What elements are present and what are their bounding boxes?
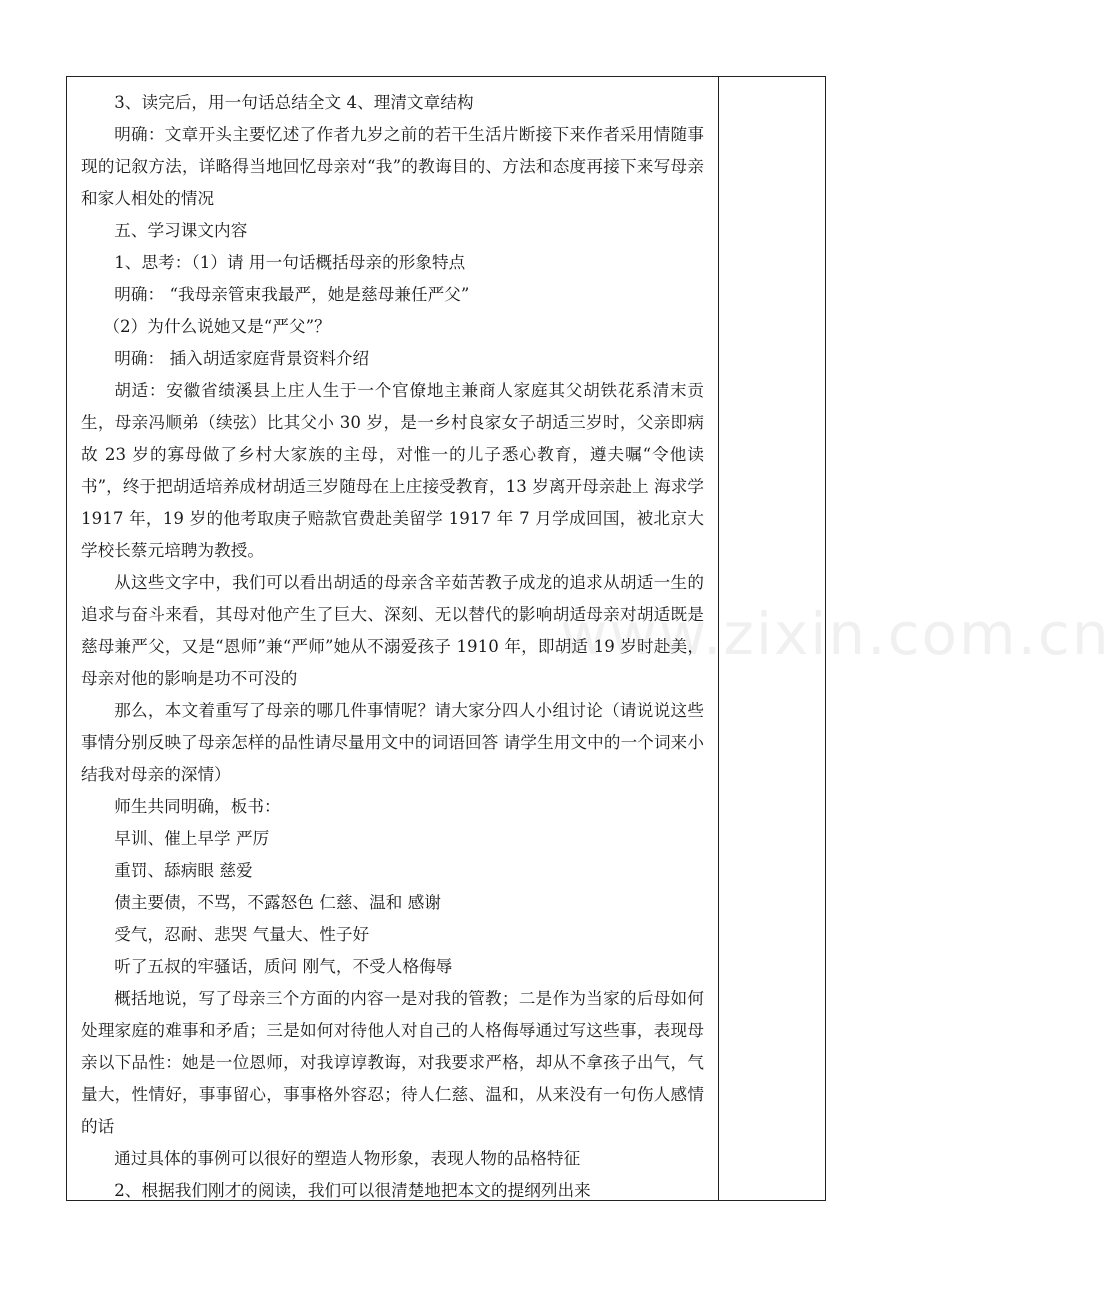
board-item-2: 重罚、舔病眼 慈爱	[114, 861, 253, 880]
hu-shi-background: 胡适：安徽省绩溪县上庄人生于一个官僚地主兼商人家庭其父胡铁花系清末贡生，母亲冯顺弟（续弦）比其父小 30 岁，是一乡村良家女子胡适三岁时，父亲即病故 23 岁的寡母做了乡村大家族的主母，对惟一的儿子悉心教育，遵夫嘱“令他读书”，终于把胡适培养成材胡适三岁随母在上庄接受教育，13 岁离开母亲赴上 海求学 1917 年，19 岁的他考取庚子赔款官费赴美留学 1917 年 7 月学成回国，被北京大学校长蔡元培聘为教授。	[81, 381, 704, 560]
question-1: 1、思考：（1）请 用一句话概括母亲的形象特点	[114, 253, 466, 272]
board-item-3: 债主要债，不骂，不露怒色 仁慈、温和 感谢	[114, 893, 442, 912]
lesson-table	[66, 76, 826, 1201]
outline-step-2: 2、根据我们刚才的阅读，我们可以很清楚地把本文的提纲列出来	[114, 1181, 591, 1200]
structure-answer: 明确：文章开头主要忆述了作者九岁之前的若干生活片断接下来作者采用情随事现的记叙方法，详略得当地回忆母亲对“我”的教诲目的、方法和态度再接下来写母亲和家人相处的情况	[81, 125, 704, 208]
lesson-content-cell	[67, 77, 718, 1207]
column-divider	[718, 77, 719, 1200]
character-portrayal-line: 通过具体的事例可以很好的塑造人物形象，表现人物的品格特征	[114, 1149, 581, 1168]
board-item-1: 早训、催上早学 严厉	[114, 829, 270, 848]
answer-1: 明确： “我母亲管束我最严，她是慈母兼任严父”	[114, 285, 470, 304]
board-item-4: 受气，忍耐、悲哭 气量大、性子好	[114, 925, 370, 944]
mother-influence-paragraph: 从这些文字中，我们可以看出胡适的母亲含辛茹苦教子成龙的追求从胡适一生的追求与奋斗来看，其母对他产生了巨大、深刻、无以替代的影响胡适母亲对胡适既是慈母兼严父，又是“恩师”兼“严师”她从不溺爱孩子 1910 年，即胡适 19 岁时赴美，母亲对他的影响是功不可没的	[81, 573, 704, 688]
step-3-line: 3、读完后，用一句话总结全文 4、理清文章结构	[114, 93, 474, 112]
question-2: （2）为什么说她又是“严父”？	[103, 317, 331, 336]
board-heading: 师生共同明确，板书：	[114, 797, 281, 816]
watermark-text: www.zixin.com.cn	[560, 600, 1111, 668]
board-item-5: 听了五叔的牢骚话，质问 刚气，不受人格侮辱	[114, 957, 453, 976]
answer-2: 明确： 插入胡适家庭背景资料介绍	[114, 349, 370, 368]
section-5-heading: 五、学习课文内容	[114, 221, 248, 240]
discussion-prompt: 那么，本文着重写了母亲的哪几件事情呢？请大家分四人小组讨论（请说说这些事情分别反映了母亲怎样的品性请尽量用文中的词语回答 请学生用文中的一个词来小结我对母亲的深情）	[81, 701, 704, 784]
summary-paragraph: 概括地说，写了母亲三个方面的内容一是对我的管教；二是作为当家的后母如何处理家庭的难事和矛盾；三是如何对待他人对自己的人格侮辱通过写这些事，表现母亲以下品性：她是一位恩师，对我谆谆教诲，对我要求严格，却从不拿孩子出气，气量大，性情好，事事留心，事事格外容忍；待人仁慈、温和，从来没有一句伤人感情的话	[81, 989, 704, 1136]
